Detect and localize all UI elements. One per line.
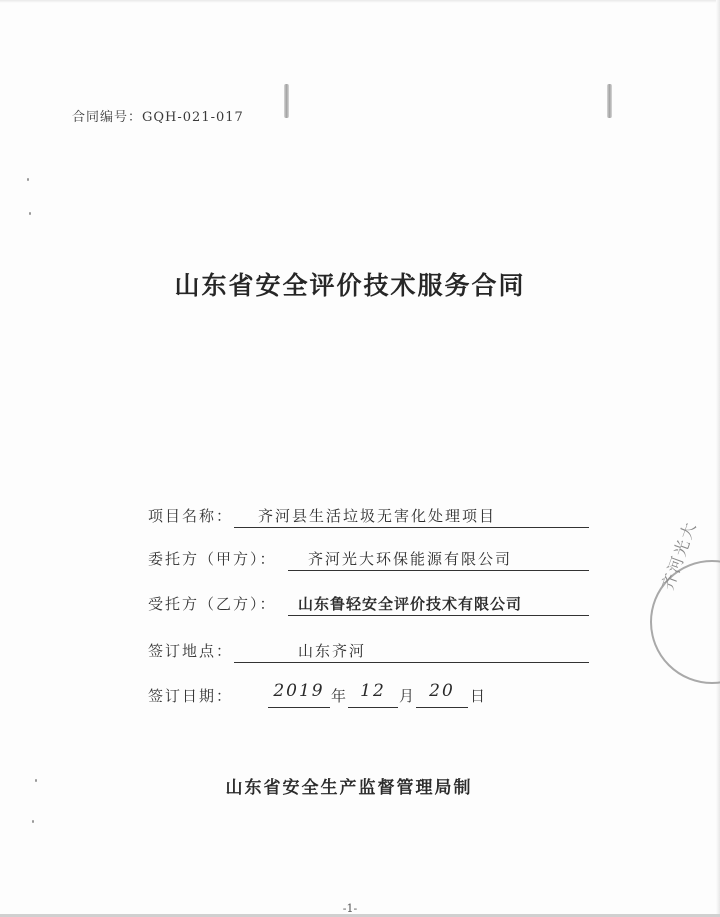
handwritten-year: 2019 [273, 681, 325, 701]
underline [234, 662, 589, 663]
contract-number-value: GQH-021-017 [142, 110, 244, 125]
field-label: 委托方（甲方）： [148, 550, 277, 568]
field-value: 齐河县生活垃圾无害化处理项目 [258, 507, 497, 525]
staple-mark-left [284, 84, 289, 118]
scan-speck [32, 820, 34, 823]
field-value: 齐河光大环保能源有限公司 [308, 550, 513, 568]
field-value: 山东鲁轻安全评价技术有限公司 [298, 595, 523, 613]
handwritten-month: 12 [360, 681, 386, 701]
underline-month [348, 707, 398, 708]
underline-year [268, 707, 330, 708]
day-unit: 日 [470, 687, 488, 705]
underline-day [416, 707, 468, 708]
scan-speck [27, 178, 29, 181]
staple-mark-right [607, 84, 612, 118]
field-value: 山东齐河 [298, 642, 367, 660]
company-seal-text: 齐河光大 [657, 518, 701, 593]
underline [288, 570, 589, 571]
page-number: -1- [342, 902, 358, 915]
year-unit: 年 [331, 687, 349, 705]
field-label: 签订日期： [148, 687, 234, 705]
handwritten-day: 20 [429, 681, 455, 701]
scan-edge-top [0, 0, 720, 3]
contract-number-label: 合同编号： [72, 110, 143, 125]
field-label: 签订地点： [148, 642, 234, 660]
scan-edge-right [716, 0, 720, 917]
month-unit: 月 [399, 687, 417, 705]
field-label: 项目名称： [148, 507, 234, 525]
underline [288, 615, 589, 616]
document-title: 山东省安全评价技术服务合同 [174, 271, 526, 300]
underline [234, 527, 589, 528]
contract-number [72, 106, 244, 125]
issuing-authority: 山东省安全生产监督管理局制 [225, 778, 473, 798]
field-label: 受托方（乙方）： [148, 595, 277, 613]
scan-speck [29, 212, 31, 215]
